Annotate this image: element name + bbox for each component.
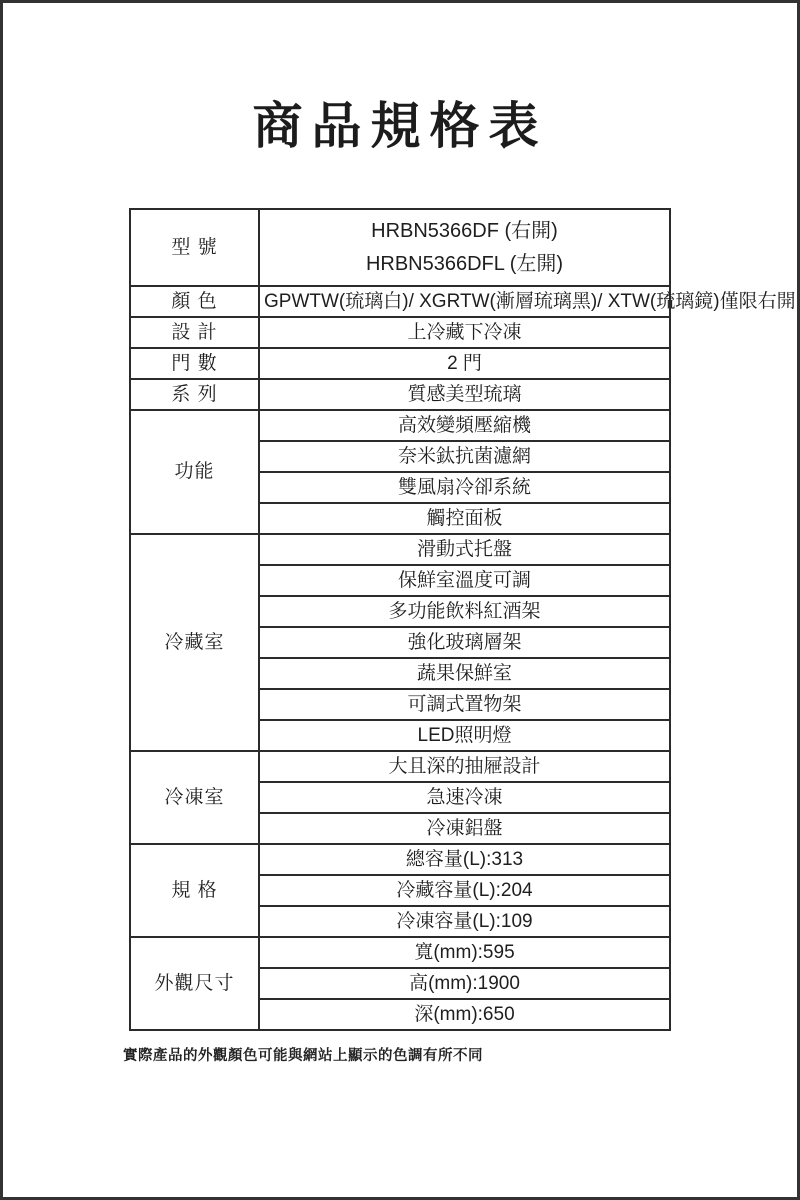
feature-item: 高效變頻壓縮機 <box>259 410 670 441</box>
table-row-model <box>130 209 670 286</box>
row-label-color: 顏 色 <box>130 286 259 317</box>
table-row-freezer <box>130 751 670 782</box>
fridge-item: 蔬果保鮮室 <box>259 658 670 689</box>
row-value-doors: 2 門 <box>259 348 670 379</box>
fridge-item: LED照明燈 <box>259 720 670 751</box>
row-label-model: 型 號 <box>130 209 259 286</box>
capacity-item: 冷藏容量(L):204 <box>259 875 670 906</box>
row-value-model <box>259 209 670 286</box>
row-label-freezer: 冷凍室 <box>130 751 259 844</box>
spec-table <box>129 208 796 1031</box>
fridge-item: 強化玻璃層架 <box>259 627 670 658</box>
row-label-doors: 門 數 <box>130 348 259 379</box>
table-row-series <box>130 379 670 410</box>
footnote: 實際產品的外觀顏色可能與網站上顯示的色調有所不同 <box>123 1048 483 1064</box>
fridge-item: 可調式置物架 <box>259 689 670 720</box>
table-row-fridge <box>130 534 670 565</box>
dimension-item: 寬(mm):595 <box>259 937 670 968</box>
row-label-features: 功能 <box>130 410 259 534</box>
table-row-color <box>130 286 670 317</box>
row-value-design: 上冷藏下冷凍 <box>259 317 670 348</box>
freezer-item: 大且深的抽屜設計 <box>259 751 670 782</box>
row-label-fridge: 冷藏室 <box>130 534 259 751</box>
model-right-open: HRBN5366DF (右開) <box>371 219 558 242</box>
row-label-dimensions: 外觀尺寸 <box>130 937 259 1030</box>
freezer-item: 急速冷凍 <box>259 782 670 813</box>
row-label-design: 設 計 <box>130 317 259 348</box>
fridge-item: 多功能飲料紅酒架 <box>259 596 670 627</box>
feature-item: 雙風扇冷卻系統 <box>259 472 670 503</box>
row-label-series: 系 列 <box>130 379 259 410</box>
fridge-item: 滑動式托盤 <box>259 534 670 565</box>
table-row-design <box>130 317 670 348</box>
dimension-item: 深(mm):650 <box>259 999 670 1030</box>
row-value-color: GPWTW(琉璃白)/ XGRTW(漸層琉璃黑)/ XTW(琉璃鏡)僅限右開 <box>259 286 670 317</box>
dimension-item: 高(mm):1900 <box>259 968 670 999</box>
page-title: 商品規格表 <box>252 98 548 154</box>
feature-item: 奈米鈦抗菌濾網 <box>259 441 670 472</box>
feature-item: 觸控面板 <box>259 503 670 534</box>
capacity-item: 冷凍容量(L):109 <box>259 906 670 937</box>
table-row-doors <box>130 348 670 379</box>
row-label-capacity: 規 格 <box>130 844 259 937</box>
table-row-dimensions <box>130 937 670 968</box>
table-row-capacity <box>130 844 670 875</box>
fridge-item: 保鮮室溫度可調 <box>259 565 670 596</box>
model-left-open: HRBN5366DFL (左開) <box>365 252 564 275</box>
row-value-series: 質感美型琉璃 <box>259 379 670 410</box>
capacity-item: 總容量(L):313 <box>259 844 670 875</box>
freezer-item: 冷凍鋁盤 <box>259 813 670 844</box>
table-row-feature <box>130 410 670 441</box>
